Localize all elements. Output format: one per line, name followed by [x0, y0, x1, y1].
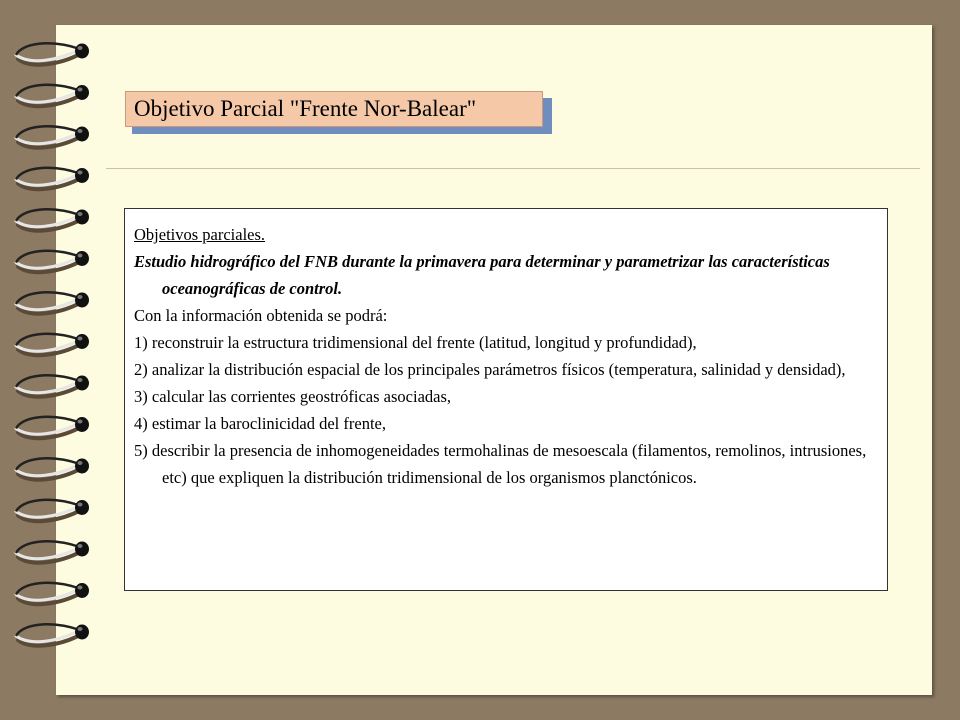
list-item: 1) reconstruir la estructura tridimensional del frente (latitud, longitud y profundidad),	[134, 333, 697, 352]
page-title: Objetivo Parcial "Frente Nor-Balear"	[125, 91, 543, 127]
list-item: 5) describir la presencia de inhomogeneidades termohalinas de mesoescala (filamentos, remolinos, intrusiones, etc) que expliquen la distribución tridimensional de los organismos planctónicos.	[134, 441, 867, 487]
spiral-ring	[16, 458, 89, 479]
spiral-ring	[16, 334, 89, 355]
spiral-ring	[16, 541, 89, 562]
spiral-ring	[16, 168, 89, 189]
intro-text: Con la información obtenida se podrá:	[134, 306, 388, 325]
list-item: 2) analizar la distribución espacial de los principales parámetros físicos (temperatura, salinidad y densidad),	[134, 360, 846, 379]
spiral-ring	[16, 375, 89, 396]
spiral-ring	[16, 624, 89, 645]
section-heading: Objetivos parciales.	[134, 225, 266, 244]
spiral-ring	[16, 209, 89, 230]
spiral-binding-icon	[0, 20, 110, 700]
divider	[106, 168, 920, 169]
bold-statement: Estudio hidrográfico del FNB durante la primavera para determinar y parametrizar las características oceanográficas de control.	[134, 252, 830, 298]
list-item: 3) calcular las corrientes geostróficas asociadas,	[134, 387, 452, 406]
spiral-ring	[16, 85, 89, 106]
spiral-ring	[16, 292, 89, 313]
spiral-ring	[16, 500, 89, 521]
spiral-ring	[16, 43, 89, 64]
list-item: 4) estimar la baroclinicidad del frente,	[134, 414, 386, 433]
spiral-ring	[16, 417, 89, 438]
spiral-ring	[16, 583, 89, 604]
spiral-ring	[16, 251, 89, 272]
content-box	[124, 208, 888, 591]
spiral-ring	[16, 126, 89, 147]
